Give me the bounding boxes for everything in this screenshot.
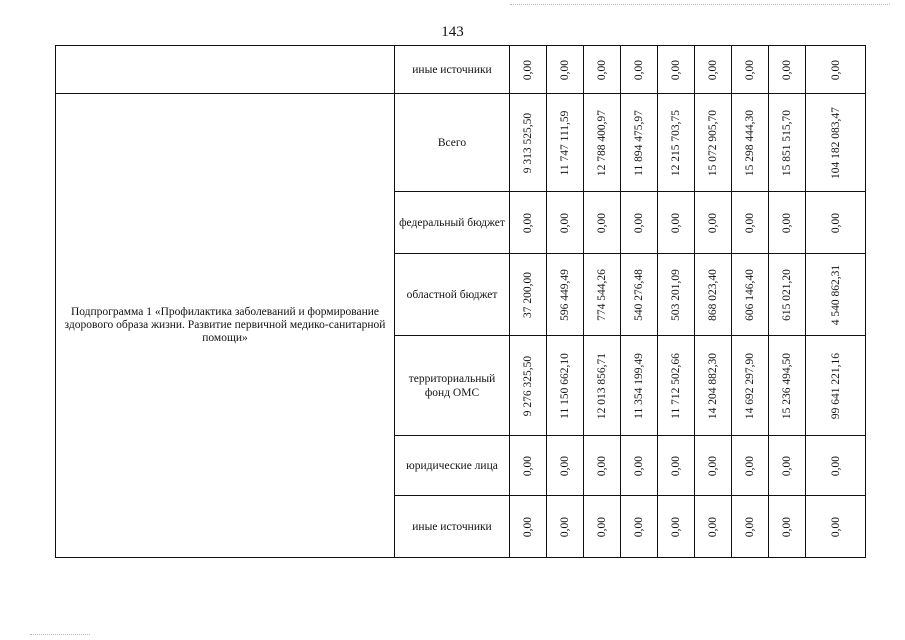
- year-value-cell: [584, 496, 621, 558]
- year-value-cell: [510, 436, 547, 496]
- year-value-cell: [695, 336, 732, 436]
- value-text: 0,00: [829, 59, 842, 80]
- value-text: 0,00: [707, 212, 719, 233]
- value-text: 0,00: [829, 516, 842, 537]
- page-number: 143: [441, 24, 464, 40]
- value-text: 868 023,40: [707, 268, 719, 321]
- value-text: 0,00: [707, 455, 719, 476]
- year-value-cell: [769, 46, 806, 94]
- year-value-cell: [732, 94, 769, 192]
- value-text: 12 013 856,71: [596, 352, 608, 419]
- year-value-cell: [547, 336, 584, 436]
- value-text: 0,00: [829, 455, 842, 476]
- total-value-cell: [806, 336, 866, 436]
- value-text: 15 298 444,30: [744, 109, 756, 176]
- year-value-cell: [732, 336, 769, 436]
- value-text: 0,00: [522, 455, 534, 476]
- year-value-cell: [584, 436, 621, 496]
- year-value-cell: [547, 254, 584, 336]
- value-text: 12 788 400,97: [596, 109, 608, 176]
- year-value-cell: [547, 436, 584, 496]
- year-value-cell: [510, 94, 547, 192]
- value-text: 0,00: [596, 212, 608, 233]
- year-value-cell: [658, 336, 695, 436]
- year-value-cell: [732, 254, 769, 336]
- year-value-cell: [732, 46, 769, 94]
- year-value-cell: [695, 436, 732, 496]
- value-text: 0,00: [596, 59, 608, 80]
- year-value-cell: [510, 336, 547, 436]
- funding-source-cell: федеральный бюджет: [395, 192, 510, 254]
- value-text: 503 201,09: [670, 268, 682, 321]
- value-text: 0,00: [670, 212, 682, 233]
- value-text: 15 236 494,50: [781, 352, 793, 419]
- year-value-cell: [621, 496, 658, 558]
- scan-artifact-top: [510, 4, 890, 6]
- funding-table: [55, 45, 866, 558]
- year-value-cell: [547, 496, 584, 558]
- value-text: 774 544,26: [596, 268, 608, 321]
- total-value-cell: [806, 46, 866, 94]
- year-value-cell: [621, 336, 658, 436]
- funding-source-cell: областной бюджет: [395, 254, 510, 336]
- value-text: 0,00: [744, 455, 756, 476]
- year-value-cell: [658, 192, 695, 254]
- year-value-cell: [658, 254, 695, 336]
- value-text: 0,00: [596, 516, 608, 537]
- value-text: 0,00: [522, 59, 534, 80]
- value-text: 99 641 221,16: [829, 352, 842, 419]
- year-value-cell: [695, 254, 732, 336]
- value-text: 11 150 662,10: [559, 352, 571, 419]
- year-value-cell: [584, 46, 621, 94]
- value-text: 4 540 862,31: [829, 264, 842, 325]
- year-value-cell: [547, 192, 584, 254]
- value-text: 0,00: [670, 516, 682, 537]
- value-text: 0,00: [744, 516, 756, 537]
- year-value-cell: [621, 254, 658, 336]
- funding-source-cell: Всего: [395, 94, 510, 192]
- value-text: 0,00: [744, 212, 756, 233]
- value-text: 9 313 525,50: [522, 112, 534, 173]
- value-text: 0,00: [633, 455, 645, 476]
- year-value-cell: [510, 254, 547, 336]
- year-value-cell: [658, 436, 695, 496]
- subprogram-name-cell: Подпрограмма 1 «Профилактика заболеваний и формирование здорового образа жизни. Развитие первичной медико-санитарной помощи»: [56, 94, 395, 558]
- funding-source-cell: иные источники: [395, 496, 510, 558]
- year-value-cell: [695, 496, 732, 558]
- year-value-cell: [732, 192, 769, 254]
- value-text: 0,00: [670, 59, 682, 80]
- value-text: 606 146,40: [744, 268, 756, 321]
- year-value-cell: [769, 336, 806, 436]
- year-value-cell: [510, 46, 547, 94]
- value-text: 0,00: [707, 59, 719, 80]
- value-text: 596 449,49: [559, 268, 571, 321]
- value-text: 14 204 882,30: [707, 352, 719, 419]
- value-text: 0,00: [633, 516, 645, 537]
- value-text: 0,00: [633, 59, 645, 80]
- year-value-cell: [584, 254, 621, 336]
- table-row: [56, 94, 866, 192]
- value-text: 0,00: [522, 516, 534, 537]
- value-text: 0,00: [633, 212, 645, 233]
- value-text: 0,00: [522, 212, 534, 233]
- year-value-cell: [621, 46, 658, 94]
- value-text: 540 276,48: [633, 268, 645, 321]
- value-text: 0,00: [707, 516, 719, 537]
- total-value-cell: [806, 192, 866, 254]
- value-text: 15 072 905,70: [707, 109, 719, 176]
- year-value-cell: [621, 192, 658, 254]
- funding-source-cell: юридические лица: [395, 436, 510, 496]
- year-value-cell: [584, 94, 621, 192]
- year-value-cell: [732, 496, 769, 558]
- value-text: 0,00: [744, 59, 756, 80]
- value-text: 0,00: [596, 455, 608, 476]
- year-value-cell: [769, 192, 806, 254]
- value-text: 9 276 325,50: [522, 355, 534, 416]
- year-value-cell: [695, 192, 732, 254]
- value-text: 15 851 515,70: [781, 109, 793, 176]
- value-text: 0,00: [559, 455, 571, 476]
- value-text: 0,00: [781, 212, 793, 233]
- value-text: 14 692 297,90: [744, 352, 756, 419]
- value-text: 0,00: [781, 455, 793, 476]
- year-value-cell: [769, 436, 806, 496]
- value-text: 0,00: [829, 212, 842, 233]
- value-text: 0,00: [781, 59, 793, 80]
- value-text: 11 712 502,66: [670, 352, 682, 419]
- value-text: 0,00: [670, 455, 682, 476]
- year-value-cell: [769, 496, 806, 558]
- year-value-cell: [769, 94, 806, 192]
- value-text: 0,00: [559, 516, 571, 537]
- total-value-cell: [806, 94, 866, 192]
- year-value-cell: [695, 94, 732, 192]
- year-value-cell: [621, 94, 658, 192]
- year-value-cell: [547, 94, 584, 192]
- value-text: 0,00: [781, 516, 793, 537]
- value-text: 37 200,00: [522, 271, 534, 318]
- total-value-cell: [806, 496, 866, 558]
- program-name-cell: [56, 46, 395, 94]
- value-text: 11 747 111,59: [559, 110, 571, 175]
- total-value-cell: [806, 436, 866, 496]
- year-value-cell: [621, 436, 658, 496]
- value-text: 0,00: [559, 212, 571, 233]
- scan-artifact-bottom: [30, 634, 90, 636]
- funding-source-cell: иные источники: [395, 46, 510, 94]
- year-value-cell: [547, 46, 584, 94]
- value-text: 12 215 703,75: [670, 109, 682, 176]
- total-value-cell: [806, 254, 866, 336]
- year-value-cell: [584, 336, 621, 436]
- year-value-cell: [584, 192, 621, 254]
- value-text: 11 354 199,49: [633, 352, 645, 419]
- funding-source-cell: территориальный фонд ОМС: [395, 336, 510, 436]
- year-value-cell: [658, 496, 695, 558]
- year-value-cell: [695, 46, 732, 94]
- year-value-cell: [769, 254, 806, 336]
- year-value-cell: [510, 496, 547, 558]
- value-text: 0,00: [559, 59, 571, 80]
- value-text: 11 894 475,97: [633, 109, 645, 176]
- year-value-cell: [658, 94, 695, 192]
- value-text: 615 021,20: [781, 268, 793, 321]
- year-value-cell: [658, 46, 695, 94]
- value-text: 104 182 083,47: [829, 106, 842, 179]
- year-value-cell: [510, 192, 547, 254]
- year-value-cell: [732, 436, 769, 496]
- table-row: [56, 46, 866, 94]
